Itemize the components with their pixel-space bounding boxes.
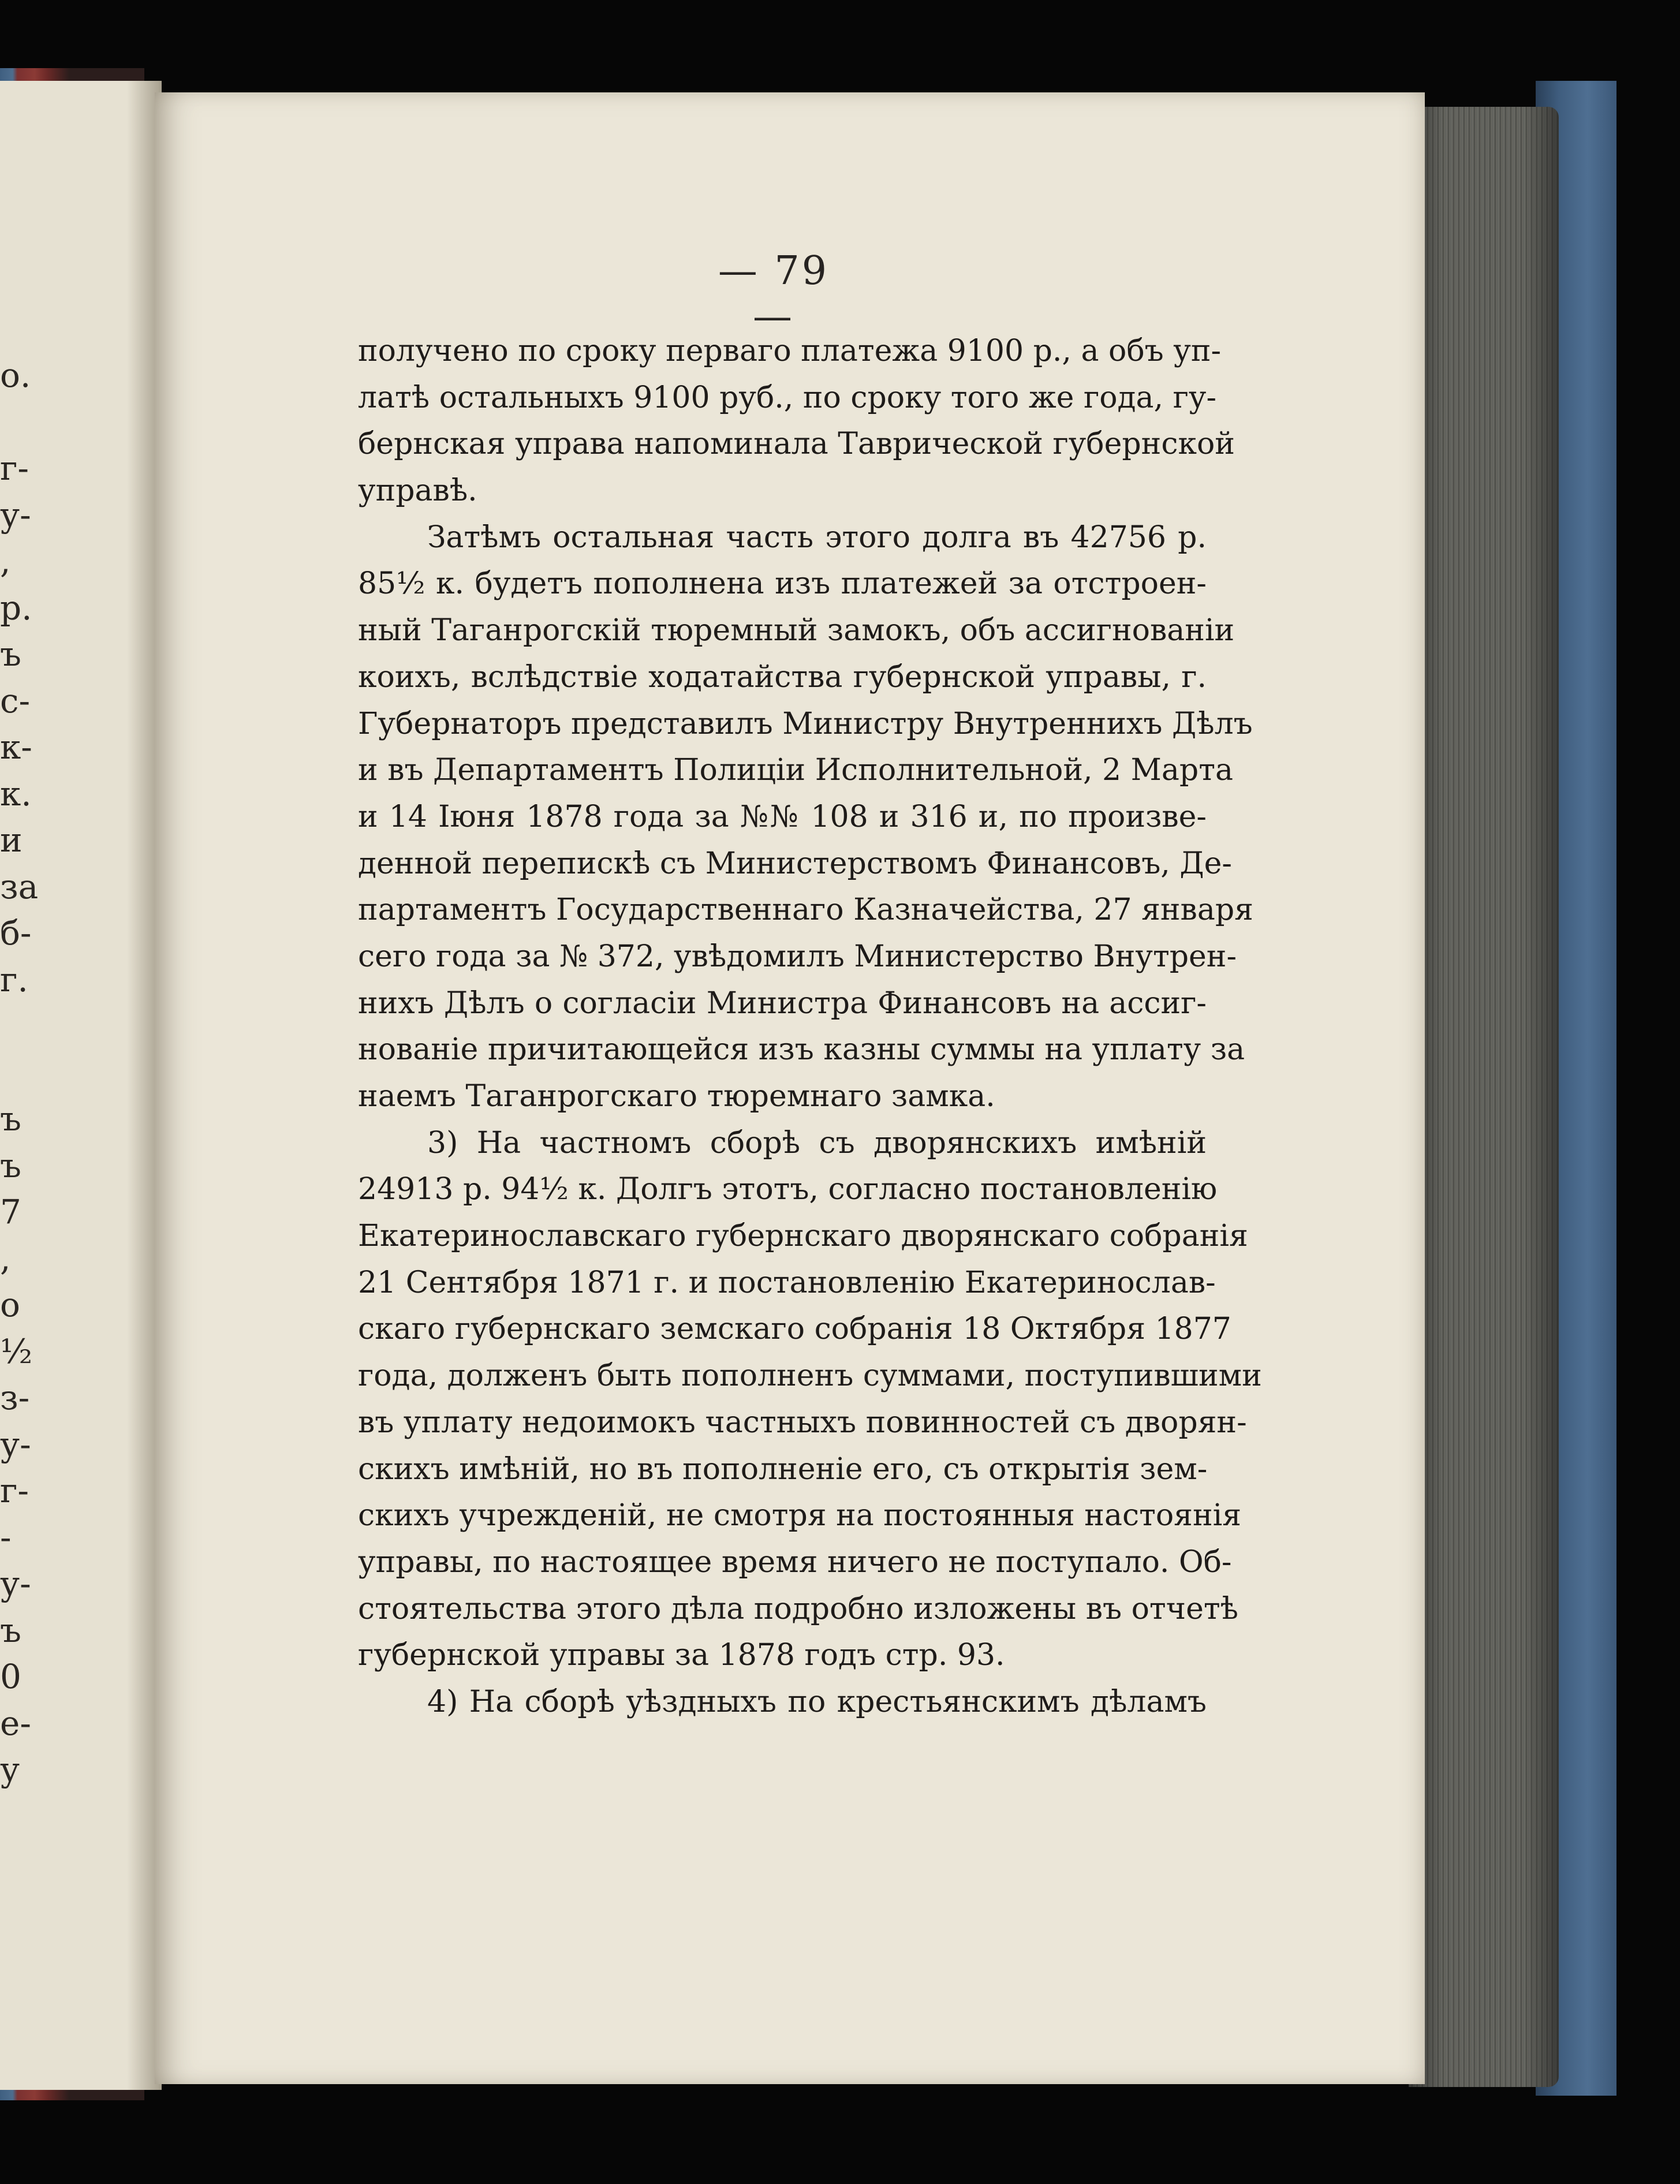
left-page-fragment: е- xyxy=(0,1703,31,1743)
left-page-fragment: у- xyxy=(0,1564,31,1603)
left-page-fragment: г- xyxy=(0,449,29,488)
left-page-fragment: у xyxy=(0,1750,20,1789)
left-page-fragment: ъ xyxy=(0,1099,21,1138)
left-page-fragment: о. xyxy=(0,356,31,395)
left-page-fragment: г- xyxy=(0,1471,29,1510)
left-page-fragment: у- xyxy=(0,1424,31,1464)
left-page-fragment: ъ xyxy=(0,1610,21,1650)
text-line: Екатеринославскаго губернскаго дворянскаго собранія xyxy=(358,1219,1248,1254)
text-line: 85½ к. будетъ пополнена изъ платежей за отстроен- xyxy=(358,566,1207,602)
left-page-fragment xyxy=(0,399,23,446)
text-line: года, долженъ быть пополненъ суммами, поступившими xyxy=(358,1358,1262,1394)
page-number: — 79 — xyxy=(718,248,830,339)
text-line: коихъ, вслѣдствіе ходатайства губернской управы, г. xyxy=(358,659,1207,695)
left-page-fragment: ъ xyxy=(0,634,21,674)
text-line: нованіе причитающейся изъ казны суммы на уплату за xyxy=(358,1032,1245,1067)
text-line: сего года за № 372, увѣдомилъ Министерство Внутрен- xyxy=(358,939,1237,974)
page-stack-shade xyxy=(1409,107,1559,2087)
left-page-fragment: с- xyxy=(0,681,31,720)
left-page-fragment: б- xyxy=(0,913,32,953)
text-line: получено по сроку перваго платежа 9100 р., а объ уп- xyxy=(358,334,1222,368)
text-line: Затѣмъ остальная часть этого долга въ 42756 р. xyxy=(427,520,1207,555)
text-line: 24913 р. 94½ к. Долгъ этотъ, согласно постановленію xyxy=(358,1172,1218,1207)
text-line: Губернаторъ представилъ Министру Внутреннихъ Дѣлъ xyxy=(358,706,1253,741)
text-line: партаментъ Государственнаго Казначейства, 27 января xyxy=(358,893,1253,928)
left-page-fragment: у- xyxy=(0,495,31,535)
left-page-fragment: ½ xyxy=(0,1331,33,1371)
text-line: и въ Департаментъ Полиціи Исполнительной, 2 Марта xyxy=(358,753,1233,788)
left-page-fragment: , xyxy=(0,1238,11,1278)
left-page-fragment: о xyxy=(0,1285,20,1324)
text-line: стоятельства этого дѣла подробно изложены въ отчетѣ xyxy=(358,1591,1238,1626)
text-line: управѣ. xyxy=(358,473,477,509)
left-page-fragment: 0 xyxy=(0,1657,21,1696)
text-line: и 14 Іюня 1878 года за №№ 108 и 316 и, по произве- xyxy=(358,799,1207,834)
text-line: 3) На частномъ сборѣ съ дворянскихъ имѣній xyxy=(427,1125,1207,1160)
text-line: губернской управы за 1878 годъ стр. 93. xyxy=(358,1638,1005,1673)
text-line: скаго губернскаго земскаго собранія 18 Октября 1877 xyxy=(358,1312,1231,1347)
left-page-fragment: к- xyxy=(0,727,32,767)
left-page-fragment: ъ xyxy=(0,1145,21,1185)
text-line: 21 Сентября 1871 г. и постановленію Екатеринослав- xyxy=(358,1265,1216,1300)
text-line: ный Таганрогскій тюремный замокъ, объ ассигнованіи xyxy=(358,613,1235,648)
left-page-fragment: - xyxy=(0,1517,12,1557)
text-line: нихъ Дѣлъ о согласіи Министра Финансовъ на ассиг- xyxy=(358,985,1207,1021)
left-page-fragment: и xyxy=(0,820,23,860)
left-page-fragment: з- xyxy=(0,1378,30,1417)
left-page-fragment xyxy=(0,1050,23,1096)
left-page-fragment xyxy=(0,1003,23,1050)
left-page-fragment: г. xyxy=(0,960,28,999)
left-page-fragment: , xyxy=(0,542,11,581)
left-facing-page xyxy=(0,81,162,2090)
left-page-fragment: к. xyxy=(0,774,32,813)
text-line: скихъ учрежденій, не смотря на постоянныя настоянія xyxy=(358,1498,1242,1533)
text-line: въ уплату недоимокъ частныхъ повинностей съ дворян- xyxy=(358,1405,1247,1440)
left-page-fragment: за xyxy=(0,867,39,906)
page-body-text xyxy=(358,328,1262,1726)
text-line: наемъ Таганрогскаго тюремнаго замка. xyxy=(358,1079,995,1114)
left-page-fragment: 7 xyxy=(0,1192,21,1231)
text-line: скихъ имѣній, но въ пополненіе его, съ открытія зем- xyxy=(358,1451,1208,1487)
text-line: управы, по настоящее время ничего не поступало. Об- xyxy=(358,1544,1232,1580)
left-page-fragment: р. xyxy=(0,588,32,628)
text-line: бернская управа напоминала Таврической губернской xyxy=(358,427,1235,462)
left-page-line-fragments xyxy=(0,352,39,1793)
text-line: латѣ остальныхъ 9100 руб., по сроку того же года, гу- xyxy=(358,380,1217,415)
text-line: 4) На сборѣ уѣздныхъ по крестьянскимъ дѣламъ xyxy=(427,1684,1207,1719)
text-line: денной перепискѣ съ Министерствомъ Финансовъ, Де- xyxy=(358,846,1232,881)
